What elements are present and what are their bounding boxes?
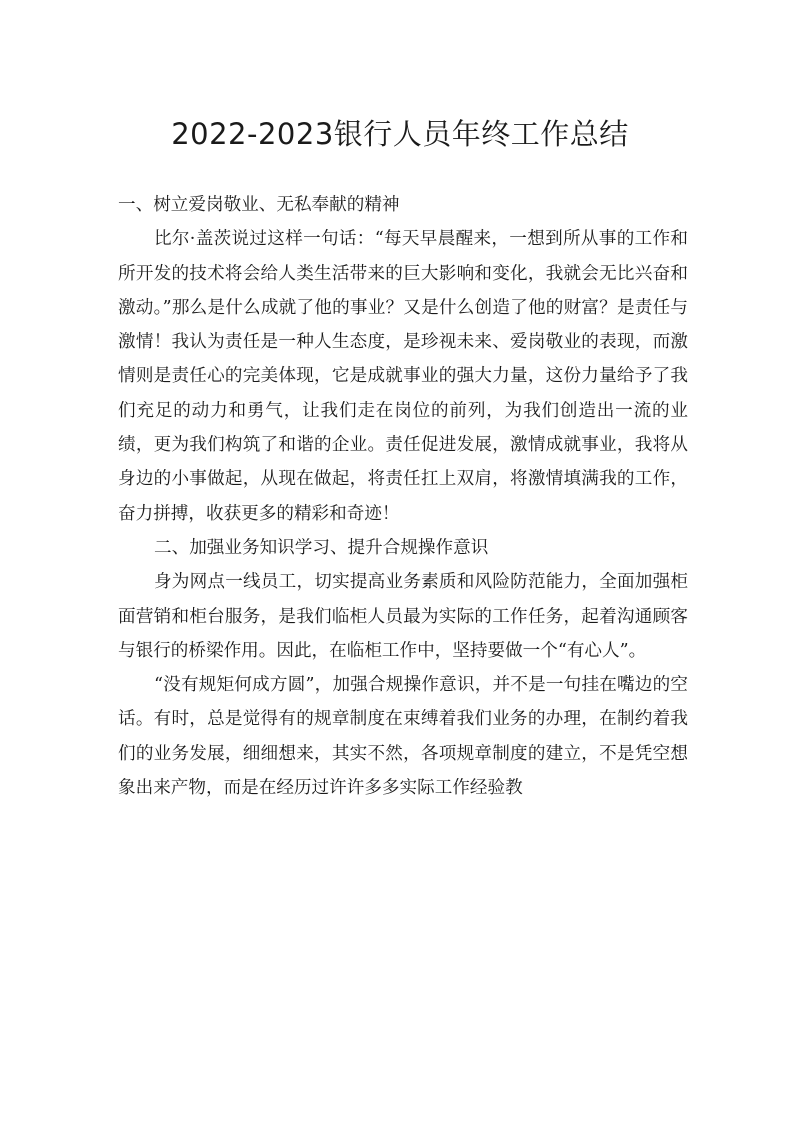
document-body bbox=[118, 188, 688, 805]
section-heading-1: 一、树立爱岗敬业、无私奉献的精神 bbox=[118, 195, 400, 215]
paragraph-2: 身为网点一线员工，切实提高业务素质和风险防范能力，全面加强柜面营销和柜台服务，是我们临柜人员最为实际的工作任务，起着沟通顾客与银行的桥梁作用。因此，在临柜工作中，坚持要做一个“有心人”。 bbox=[118, 572, 688, 661]
paragraph-1: 比尔·盖茨说过这样一句话：“每天早晨醒来，一想到所从事的工作和所开发的技术将会给人类生活带来的巨大影响和变化，我就会无比兴奋和激动。”那么是什么成就了他的事业？又是什么创造了他的财富？是责任与激情！我认为责任是一种人生态度，是珍视未来、爱岗敬业的表现，而激情则是责任心的完美体现，它是成就事业的强大力量，这份力量给予了我们充足的动力和勇气，让我们走在岗位的前列，为我们创造出一流的业绩，更为我们构筑了和谐的企业。责任促进发展，激情成就事业，我将从身边的小事做起，从现在做起，将责任扛上双肩，将激情填满我的工作，奋力拼搏，收获更多的精彩和奇迹！ bbox=[118, 229, 688, 524]
paragraph-3: “没有规矩何成方圆”，加强合规操作意识，并不是一句挂在嘴边的空话。有时，总是觉得有的规章制度在束缚着我们业务的办理，在制约着我们的业务发展，细细想来，其实不然，各项规章制度的建立，不是凭空想象出来产物，而是在经历过许许多多实际工作经验教 bbox=[118, 675, 688, 799]
document-title: 2022-2023银行人员年终工作总结 bbox=[171, 117, 629, 151]
section-heading-2: 二、加强业务知识学习、提升合规操作意识 bbox=[154, 537, 489, 558]
